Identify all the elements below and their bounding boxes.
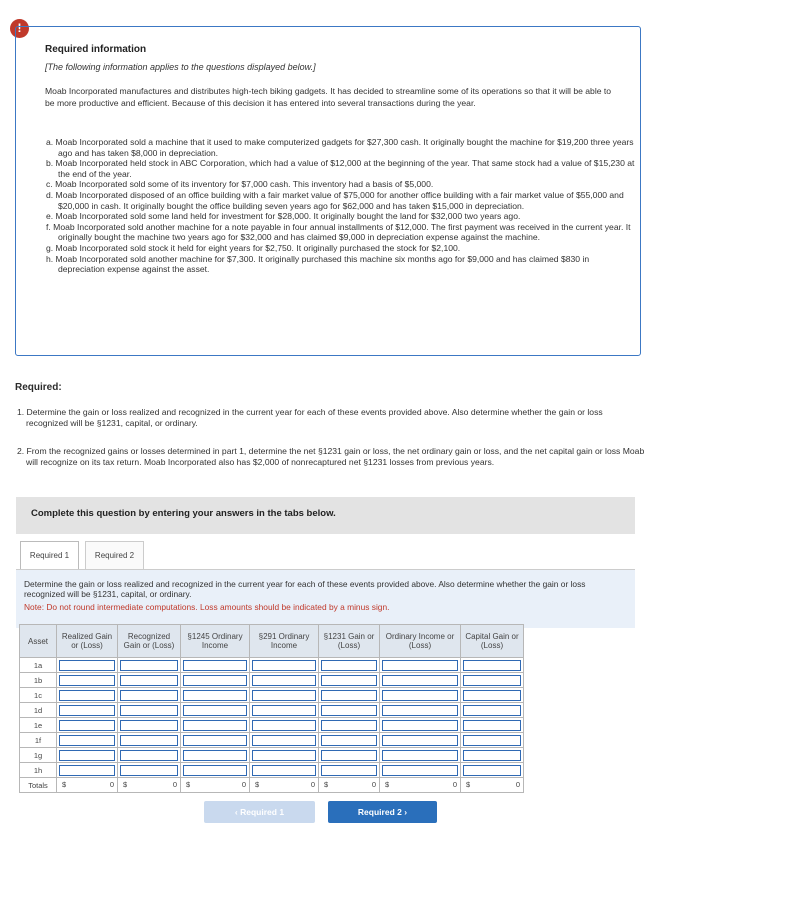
recognized-input-cell [118, 673, 181, 688]
currency-symbol: $ [324, 780, 329, 789]
section-1231-input[interactable] [321, 750, 377, 761]
transaction-d: d. Moab Incorporated disposed of an office building with a fair market value of $75,000 for another office building with a fair market value of $55,000 and $20,000 in cash. It originally bought the office building seven years ago for $62,000 and has taken $15,000 in depreciation. [46, 189, 624, 211]
capital-input-cell [461, 718, 524, 733]
capital-input[interactable] [463, 690, 521, 701]
section-291-input[interactable] [252, 720, 316, 731]
section-1245-input[interactable] [183, 735, 247, 746]
recognized-input[interactable] [120, 765, 178, 776]
section-291-input-cell [250, 718, 319, 733]
section-291-input-cell [250, 703, 319, 718]
transaction-c: c. Moab Incorporated sold some of its inventory for $7,000 cash. This inventory had a basis of $5,000. [46, 179, 434, 190]
total-value: 0 [109, 780, 114, 789]
section-1231-input[interactable] [321, 705, 377, 716]
section-291-input[interactable] [252, 735, 316, 746]
section-291-input[interactable] [252, 660, 316, 671]
currency-symbol: $ [123, 780, 128, 789]
table-row [20, 703, 524, 718]
capital-input-cell [461, 748, 524, 763]
row-asset-label: 1e [20, 718, 57, 733]
section-1231-input-cell [319, 733, 380, 748]
alert-icon: ! [10, 19, 29, 38]
transaction-f: f. Moab Incorporated sold another machine for a note payable in four annual installments of $12,000. The first payment was received in the current year. It originally bought the machine two years ago for $32,000 and has claimed $9,000 in depreciation expense against the machine. [46, 221, 631, 243]
realized-input[interactable] [59, 690, 115, 701]
row-asset-label: 1c [20, 688, 57, 703]
ordinary-input-cell [380, 703, 461, 718]
currency-symbol: $ [385, 780, 390, 789]
section-1231-input-cell [319, 658, 380, 673]
realized-input[interactable] [59, 705, 115, 716]
totals-label: Totals [20, 778, 57, 793]
table-row [20, 733, 524, 748]
transaction-a: a. Moab Incorporated sold a machine that it used to make computerized gadgets for $27,300 cash. It originally bought the machine for $19,200 three years ago and has taken $8,000 in depreciation. [46, 137, 634, 158]
realized-input-cell [57, 673, 118, 688]
section-1245-input[interactable] [183, 690, 247, 701]
recognized-input-cell [118, 658, 181, 673]
row-asset-label: 1g [20, 748, 57, 763]
row-asset-label: 1d [20, 703, 57, 718]
currency-symbol: $ [255, 780, 260, 789]
recognized-input-cell [118, 763, 181, 778]
capital-input[interactable] [463, 765, 521, 776]
section-1231-input-cell [319, 718, 380, 733]
total-1231 [319, 778, 380, 793]
realized-input[interactable] [59, 675, 115, 686]
transaction-g: g. Moab Incorporated sold stock it held for eight years for $2,750. It originally purchased the stock for $2,100. [46, 242, 461, 253]
realized-input-cell [57, 703, 118, 718]
section-1245-input[interactable] [183, 675, 247, 686]
section-291-input[interactable] [252, 765, 316, 776]
row-asset-label: 1b [20, 673, 57, 688]
row-asset-label: 1f [20, 733, 57, 748]
section-1231-input[interactable] [321, 675, 377, 686]
capital-input-cell [461, 703, 524, 718]
total-value: 0 [172, 780, 177, 789]
total-1245 [181, 778, 250, 793]
table-row [20, 718, 524, 733]
header-291: §291 Ordinary Income [250, 625, 319, 658]
ordinary-input-cell [380, 763, 461, 778]
recognized-input[interactable] [120, 750, 178, 761]
section-1245-input-cell [181, 703, 250, 718]
totals-row [20, 778, 524, 793]
section-291-input[interactable] [252, 690, 316, 701]
ordinary-input-cell [380, 733, 461, 748]
header-recognized: Recognized Gain or (Loss) [118, 625, 181, 658]
table-row [20, 763, 524, 778]
header-asset: Asset [20, 625, 57, 658]
total-recognized [118, 778, 181, 793]
prev-button-label: Required 1 [240, 807, 285, 817]
required-heading: Required: [15, 382, 62, 393]
question-text: Determine the gain or loss realized and recognized in the current year for each of these events provided above. Also determine whether the gain or loss recognized will be §1231, capital, or ordinary. [24, 579, 586, 599]
ordinary-input[interactable] [382, 690, 458, 701]
capital-input-cell [461, 658, 524, 673]
ordinary-input-cell [380, 718, 461, 733]
header-1245: §1245 Ordinary Income [181, 625, 250, 658]
section-291-input-cell [250, 688, 319, 703]
transaction-e: e. Moab Incorporated sold some land held for investment for $28,000. It originally bought the land for $32,000 two years ago. [46, 211, 521, 222]
required-information-box [15, 26, 641, 356]
info-title: Required information [45, 44, 147, 55]
recognized-input-cell [118, 718, 181, 733]
realized-input[interactable] [59, 720, 115, 731]
recognized-input[interactable] [120, 690, 178, 701]
section-291-input-cell [250, 748, 319, 763]
header-capital: Capital Gain or (Loss) [461, 625, 524, 658]
section-291-input[interactable] [252, 705, 316, 716]
total-ordinary [380, 778, 461, 793]
section-1245-input-cell [181, 733, 250, 748]
ordinary-input-cell [380, 748, 461, 763]
capital-input[interactable] [463, 660, 521, 671]
section-1245-input-cell [181, 658, 250, 673]
required-item-2: 2. From the recognized gains or losses determined in part 1, determine the net §1231 gain or loss, the net ordinary gain or loss, and the net capital gain or loss Moab will recognize on its tax return. Moab Incorporated also has $2,000 of nonrecaptured net §1231 losses from previous years. [17, 446, 645, 467]
section-1245-input[interactable] [183, 705, 247, 716]
realized-input-cell [57, 733, 118, 748]
total-realized [57, 778, 118, 793]
currency-symbol: $ [62, 780, 67, 789]
realized-input[interactable] [59, 765, 115, 776]
row-asset-label: 1h [20, 763, 57, 778]
recognized-input-cell [118, 703, 181, 718]
instruction-text: Complete this question by entering your answers in the tabs below. [31, 508, 336, 519]
section-1245-input-cell [181, 673, 250, 688]
recognized-input[interactable] [120, 735, 178, 746]
section-1245-input[interactable] [183, 660, 247, 671]
realized-input-cell [57, 688, 118, 703]
recognized-input-cell [118, 733, 181, 748]
currency-symbol: $ [466, 780, 471, 789]
capital-input[interactable] [463, 675, 521, 686]
answer-table [19, 624, 524, 793]
section-291-input-cell [250, 673, 319, 688]
realized-input[interactable] [59, 750, 115, 761]
ordinary-input[interactable] [382, 735, 458, 746]
ordinary-input[interactable] [382, 675, 458, 686]
section-1245-input-cell [181, 688, 250, 703]
recognized-input-cell [118, 688, 181, 703]
next-button[interactable]: Required 2 › [328, 801, 437, 823]
currency-symbol: $ [186, 780, 191, 789]
realized-input-cell [57, 748, 118, 763]
question-note: Note: Do not round intermediate computations. Loss amounts should be indicated by a minus sign. [24, 602, 390, 612]
total-value: 0 [310, 780, 315, 789]
section-291-input[interactable] [252, 750, 316, 761]
section-1245-input[interactable] [183, 765, 247, 776]
section-1231-input[interactable] [321, 660, 377, 671]
total-value: 0 [452, 780, 457, 789]
section-1231-input[interactable] [321, 690, 377, 701]
ordinary-input[interactable] [382, 660, 458, 671]
table-row [20, 688, 524, 703]
capital-input-cell [461, 673, 524, 688]
recognized-input[interactable] [120, 660, 178, 671]
recognized-input[interactable] [120, 705, 178, 716]
section-1231-input-cell [319, 703, 380, 718]
section-1231-input[interactable] [321, 735, 377, 746]
section-1231-input-cell [319, 673, 380, 688]
realized-input-cell [57, 718, 118, 733]
ordinary-input-cell [380, 688, 461, 703]
capital-input[interactable] [463, 750, 521, 761]
total-291 [250, 778, 319, 793]
realized-input[interactable] [59, 660, 115, 671]
capital-input-cell [461, 688, 524, 703]
section-1231-input-cell [319, 763, 380, 778]
tab-required-2[interactable]: Required 2 [85, 541, 144, 569]
capital-input-cell [461, 763, 524, 778]
table-row [20, 658, 524, 673]
row-asset-label: 1a [20, 658, 57, 673]
section-1245-input-cell [181, 718, 250, 733]
ordinary-input[interactable] [382, 765, 458, 776]
total-value: 0 [515, 780, 520, 789]
header-1231: §1231 Gain or (Loss) [319, 625, 380, 658]
ordinary-input[interactable] [382, 720, 458, 731]
total-capital [461, 778, 524, 793]
ordinary-input[interactable] [382, 705, 458, 716]
realized-input[interactable] [59, 735, 115, 746]
transaction-b: b. Moab Incorporated held stock in ABC Corporation, which had a value of $12,000 at the beginning of the year. That same stock had a value of $15,230 at the end of the year. [46, 158, 635, 179]
section-291-input[interactable] [252, 675, 316, 686]
header-realized: Realized Gain or (Loss) [57, 625, 118, 658]
prev-button[interactable]: ‹ Required 1 [204, 801, 315, 823]
section-1231-input[interactable] [321, 765, 377, 776]
capital-input[interactable] [463, 705, 521, 716]
section-291-input-cell [250, 658, 319, 673]
section-1231-input[interactable] [321, 720, 377, 731]
section-1231-input-cell [319, 748, 380, 763]
realized-input-cell [57, 658, 118, 673]
section-1245-input[interactable] [183, 720, 247, 731]
realized-input-cell [57, 763, 118, 778]
ordinary-input-cell [380, 673, 461, 688]
instruction-bar [16, 497, 635, 534]
transaction-list [46, 137, 636, 275]
capital-input[interactable] [463, 735, 521, 746]
ordinary-input-cell [380, 658, 461, 673]
transaction-h: h. Moab Incorporated sold another machine for $7,300. It originally purchased this machine six months ago for $9,000 and has claimed $830 in depreciation expense against the asset. [46, 253, 590, 275]
tab-required-1[interactable]: Required 1 [20, 541, 79, 569]
section-1231-input-cell [319, 688, 380, 703]
section-291-input-cell [250, 733, 319, 748]
section-1245-input-cell [181, 748, 250, 763]
table-row [20, 748, 524, 763]
total-value: 0 [241, 780, 246, 789]
question-panel [16, 569, 635, 628]
info-intro: Moab Incorporated manufactures and distributes high-tech biking gadgets. It has decided to streamline some of its operations so that it will be able to be more productive and efficient. Because of this decision it has entered into several transactions during the year. [45, 86, 612, 108]
info-subtitle: [The following information applies to the questions displayed below.] [45, 62, 316, 72]
recognized-input[interactable] [120, 675, 178, 686]
recognized-input[interactable] [120, 720, 178, 731]
next-button-label: Required 2 [357, 807, 402, 817]
header-ordinary: Ordinary Income or (Loss) [380, 625, 461, 658]
capital-input-cell [461, 733, 524, 748]
total-value: 0 [371, 780, 376, 789]
recognized-input-cell [118, 748, 181, 763]
section-291-input-cell [250, 763, 319, 778]
section-1245-input-cell [181, 763, 250, 778]
required-item-1: 1. Determine the gain or loss realized and recognized in the current year for each of these events provided above. Also determine whether the gain or loss recognized will be §1231, capital, or ordinary. [17, 407, 603, 428]
ordinary-input[interactable] [382, 750, 458, 761]
capital-input[interactable] [463, 720, 521, 731]
section-1245-input[interactable] [183, 750, 247, 761]
table-row [20, 673, 524, 688]
